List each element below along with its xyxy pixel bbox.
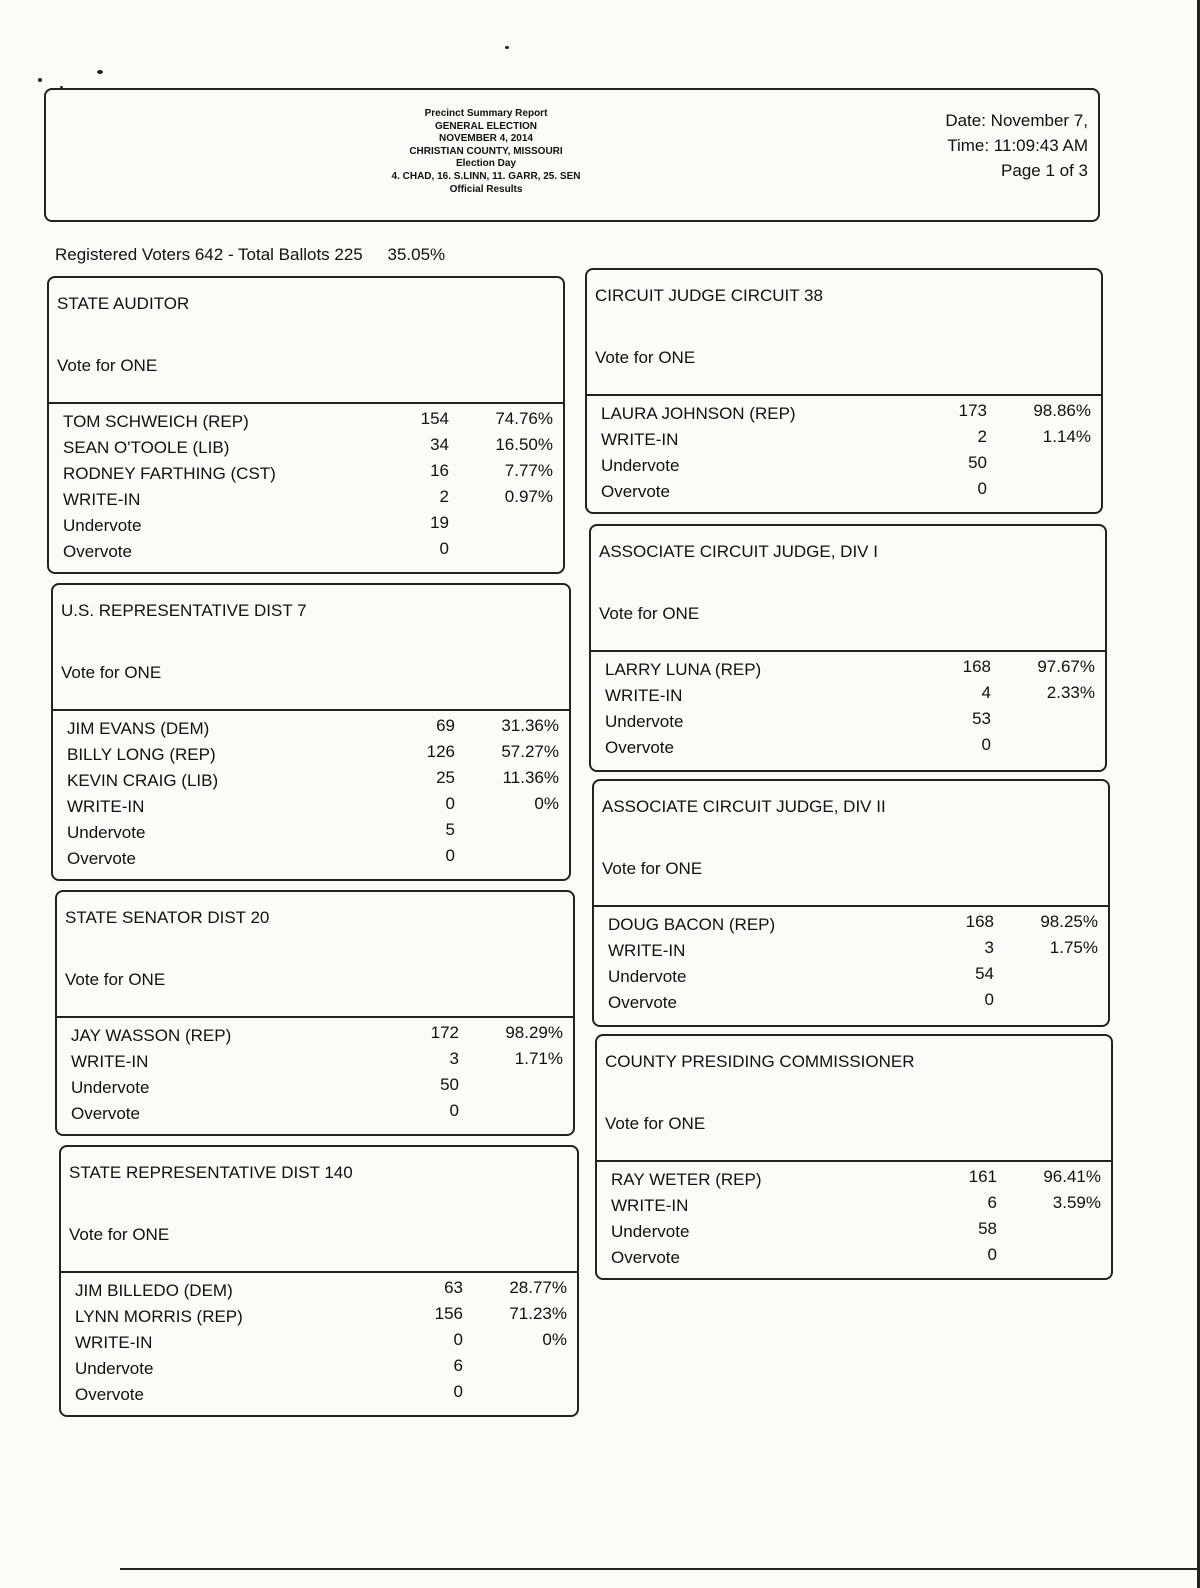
candidate-name: Undervote <box>67 823 146 842</box>
vote-count: 50 <box>968 453 987 472</box>
result-row <box>57 1075 573 1104</box>
vote-count: 6 <box>987 1193 997 1212</box>
vote-percent: 7.77% <box>504 461 553 480</box>
vote-percent: 98.29% <box>505 1023 563 1042</box>
vote-count: 0 <box>984 990 994 1009</box>
vote-count: 16 <box>430 461 449 480</box>
candidate-name: Undervote <box>601 456 680 475</box>
contest-results <box>49 409 563 568</box>
results-type: Official Results <box>449 183 523 195</box>
report-header-info <box>346 108 626 196</box>
scan-speck <box>505 46 509 49</box>
candidate-name: TOM SCHWEICH (REP) <box>63 412 249 431</box>
result-row <box>49 409 563 438</box>
candidate-name: WRITE-IN <box>605 686 683 705</box>
candidate-name: WRITE-IN <box>611 1196 689 1215</box>
vote-percent: 2.33% <box>1046 683 1095 702</box>
contest-box <box>595 1034 1113 1280</box>
vote-count: 126 <box>426 742 455 761</box>
vote-count: 6 <box>453 1356 463 1375</box>
candidate-name: Overvote <box>608 993 677 1012</box>
vote-percent: 28.77% <box>509 1278 567 1297</box>
vote-count: 0 <box>445 846 455 865</box>
result-row <box>61 1304 577 1333</box>
candidate-name: Undervote <box>75 1359 154 1378</box>
vote-count: 173 <box>958 401 987 420</box>
vote-percent: 1.71% <box>514 1049 563 1068</box>
vote-percent: 74.76% <box>495 409 553 428</box>
registration-summary <box>55 245 445 265</box>
vote-percent: 0% <box>542 1330 567 1349</box>
candidate-name: WRITE-IN <box>601 430 679 449</box>
vote-count: 4 <box>981 683 991 702</box>
vote-count: 0 <box>449 1101 459 1120</box>
result-row <box>53 846 569 875</box>
result-row <box>591 683 1105 712</box>
contest-divider <box>57 1016 573 1018</box>
contest-box <box>47 276 565 574</box>
report-header <box>44 88 1100 222</box>
vote-for-label: Vote for ONE <box>605 1114 706 1133</box>
result-row <box>57 1049 573 1078</box>
result-row <box>587 427 1101 456</box>
vote-for-label: Vote for ONE <box>602 859 703 878</box>
vote-count: 54 <box>975 964 994 983</box>
vote-count: 0 <box>987 1245 997 1264</box>
result-row <box>53 716 569 745</box>
result-row <box>587 401 1101 430</box>
contest-title: U.S. REPRESENTATIVE DIST 7 <box>61 601 307 620</box>
contest-divider <box>594 905 1108 907</box>
result-row <box>594 912 1108 941</box>
contest-results <box>591 657 1105 764</box>
contest-divider <box>597 1160 1111 1162</box>
result-row <box>597 1219 1111 1248</box>
vote-count: 0 <box>977 479 987 498</box>
candidate-name: Overvote <box>605 738 674 757</box>
result-row <box>597 1193 1111 1222</box>
candidate-name: Undervote <box>605 712 684 731</box>
vote-percent: 11.36% <box>502 768 559 787</box>
candidate-name: Undervote <box>608 967 687 986</box>
contest-divider <box>587 394 1101 396</box>
contest-divider <box>49 402 563 404</box>
candidate-name: Overvote <box>71 1104 140 1123</box>
vote-count: 19 <box>430 513 449 532</box>
result-row <box>53 742 569 771</box>
candidate-name: Undervote <box>611 1222 690 1241</box>
contest-box <box>51 583 571 881</box>
vote-for-label: Vote for ONE <box>61 663 162 682</box>
scan-edge-bottom <box>120 1568 1200 1570</box>
election-name: GENERAL ELECTION <box>434 120 538 132</box>
vote-count: 0 <box>981 735 991 754</box>
vote-count: 63 <box>444 1278 463 1297</box>
candidate-name: JIM BILLEDO (DEM) <box>75 1281 233 1300</box>
contest-results <box>587 401 1101 508</box>
result-row <box>49 539 563 568</box>
contest-box <box>589 524 1107 772</box>
precinct-list: 4. CHAD, 16. S.LINN, 11. GARR, 25. SEN <box>391 170 581 182</box>
report-date: Date: November 7, <box>945 111 1088 130</box>
vote-percent: 3.59% <box>1052 1193 1101 1212</box>
contest-divider <box>53 709 569 711</box>
contest-title: CIRCUIT JUDGE CIRCUIT 38 <box>595 286 823 305</box>
candidate-name: Overvote <box>611 1248 680 1267</box>
result-row <box>587 479 1101 508</box>
candidate-name: LAURA JOHNSON (REP) <box>601 404 796 423</box>
candidate-name: JIM EVANS (DEM) <box>67 719 210 738</box>
result-row <box>49 435 563 464</box>
result-row <box>594 938 1108 967</box>
contest-results <box>53 716 569 875</box>
vote-count: 3 <box>449 1049 459 1068</box>
result-row <box>53 820 569 849</box>
scan-speck <box>97 70 103 74</box>
vote-count: 5 <box>445 820 455 839</box>
candidate-name: WRITE-IN <box>63 490 141 509</box>
candidate-name: RODNEY FARTHING (CST) <box>63 464 276 483</box>
candidate-name: Undervote <box>71 1078 150 1097</box>
scan-speck <box>38 78 42 82</box>
vote-count: 0 <box>453 1330 463 1349</box>
contest-box <box>585 268 1103 514</box>
candidate-name: Undervote <box>63 516 142 535</box>
result-row <box>61 1278 577 1307</box>
vote-count: 2 <box>439 487 449 506</box>
vote-percent: 16.50% <box>495 435 553 454</box>
vote-percent: 98.25% <box>1040 912 1098 931</box>
report-title: Precinct Summary Report <box>424 108 548 119</box>
contest-divider <box>591 650 1105 652</box>
result-row <box>61 1382 577 1411</box>
contest-title: ASSOCIATE CIRCUIT JUDGE, DIV II <box>602 797 886 816</box>
candidate-name: WRITE-IN <box>75 1333 153 1352</box>
report-time: Time: 11:09:43 AM <box>947 136 1088 155</box>
candidate-name: Overvote <box>601 482 670 501</box>
contest-results <box>61 1278 577 1411</box>
turnout-percent: 35.05% <box>387 245 446 264</box>
result-row <box>591 709 1105 738</box>
result-row <box>594 964 1108 993</box>
county-name: CHRISTIAN COUNTY, MISSOURI <box>409 145 563 157</box>
vote-count: 168 <box>962 657 991 676</box>
result-row <box>57 1023 573 1052</box>
result-row <box>49 513 563 542</box>
vote-percent: 57.27% <box>501 742 559 761</box>
candidate-name: WRITE-IN <box>67 797 145 816</box>
result-row <box>57 1101 573 1130</box>
vote-count: 58 <box>978 1219 997 1238</box>
result-row <box>61 1356 577 1385</box>
vote-for-label: Vote for ONE <box>69 1225 170 1244</box>
vote-percent: 1.14% <box>1042 427 1091 446</box>
vote-count: 161 <box>968 1167 997 1186</box>
vote-count: 0 <box>439 539 449 558</box>
vote-count: 3 <box>984 938 994 957</box>
contest-results <box>57 1023 573 1130</box>
vote-count: 2 <box>977 427 987 446</box>
result-row <box>594 990 1108 1019</box>
vote-count: 25 <box>436 768 455 787</box>
candidate-name: DOUG BACON (REP) <box>608 915 776 934</box>
result-row <box>61 1330 577 1359</box>
contest-box <box>55 890 575 1136</box>
contest-results <box>597 1167 1111 1274</box>
vote-for-label: Vote for ONE <box>595 348 696 367</box>
vote-percent: 1.75% <box>1049 938 1098 957</box>
vote-for-label: Vote for ONE <box>57 356 158 375</box>
candidate-name: LARRY LUNA (REP) <box>605 660 762 679</box>
contest-box <box>59 1145 579 1417</box>
candidate-name: LYNN MORRIS (REP) <box>75 1307 243 1326</box>
page-number: Page 1 of 3 <box>1001 161 1088 180</box>
candidate-name: KEVIN CRAIG (LIB) <box>67 771 219 790</box>
contest-title: STATE AUDITOR <box>57 294 190 313</box>
contest-title: ASSOCIATE CIRCUIT JUDGE, DIV I <box>599 542 878 561</box>
contest-title: STATE REPRESENTATIVE DIST 140 <box>69 1163 353 1182</box>
vote-percent: 0.97% <box>504 487 553 506</box>
vote-count: 53 <box>972 709 991 728</box>
vote-for-label: Vote for ONE <box>65 970 166 989</box>
contest-divider <box>61 1271 577 1273</box>
result-row <box>53 794 569 823</box>
result-row <box>49 487 563 516</box>
vote-percent: 31.36% <box>501 716 559 735</box>
report-meta <box>945 108 1088 183</box>
candidate-name: BILLY LONG (REP) <box>67 745 216 764</box>
candidate-name: WRITE-IN <box>608 941 686 960</box>
contest-title: COUNTY PRESIDING COMMISSIONER <box>605 1052 915 1071</box>
vote-count: 172 <box>430 1023 459 1042</box>
vote-percent: 71.23% <box>509 1304 567 1323</box>
contest-results <box>594 912 1108 1019</box>
session-name: Election Day <box>455 158 517 170</box>
vote-count: 0 <box>445 794 455 813</box>
vote-count: 69 <box>436 716 455 735</box>
candidate-name: Overvote <box>63 542 132 561</box>
result-row <box>587 453 1101 482</box>
vote-count: 34 <box>430 435 449 454</box>
vote-percent: 96.41% <box>1043 1167 1101 1186</box>
result-row <box>53 768 569 797</box>
vote-count: 154 <box>420 409 449 428</box>
vote-count: 168 <box>965 912 994 931</box>
contest-title: STATE SENATOR DIST 20 <box>65 908 270 927</box>
vote-percent: 98.86% <box>1033 401 1091 420</box>
result-row <box>591 735 1105 764</box>
vote-percent: 97.67% <box>1037 657 1095 676</box>
vote-count: 0 <box>453 1382 463 1401</box>
vote-percent: 0% <box>534 794 559 813</box>
vote-count: 156 <box>434 1304 463 1323</box>
vote-for-label: Vote for ONE <box>599 604 700 623</box>
candidate-name: RAY WETER (REP) <box>611 1170 762 1189</box>
vote-count: 50 <box>440 1075 459 1094</box>
election-date: NOVEMBER 4, 2014 <box>439 133 533 145</box>
candidate-name: SEAN O'TOOLE (LIB) <box>63 438 230 457</box>
registration-text: Registered Voters 642 - Total Ballots 225 <box>55 245 363 264</box>
result-row <box>597 1167 1111 1196</box>
candidate-name: JAY WASSON (REP) <box>71 1026 232 1045</box>
result-row <box>597 1245 1111 1274</box>
candidate-name: Overvote <box>75 1385 144 1404</box>
contest-box <box>592 779 1110 1027</box>
result-row <box>49 461 563 490</box>
candidate-name: Overvote <box>67 849 136 868</box>
candidate-name: WRITE-IN <box>71 1052 149 1071</box>
result-row <box>591 657 1105 686</box>
